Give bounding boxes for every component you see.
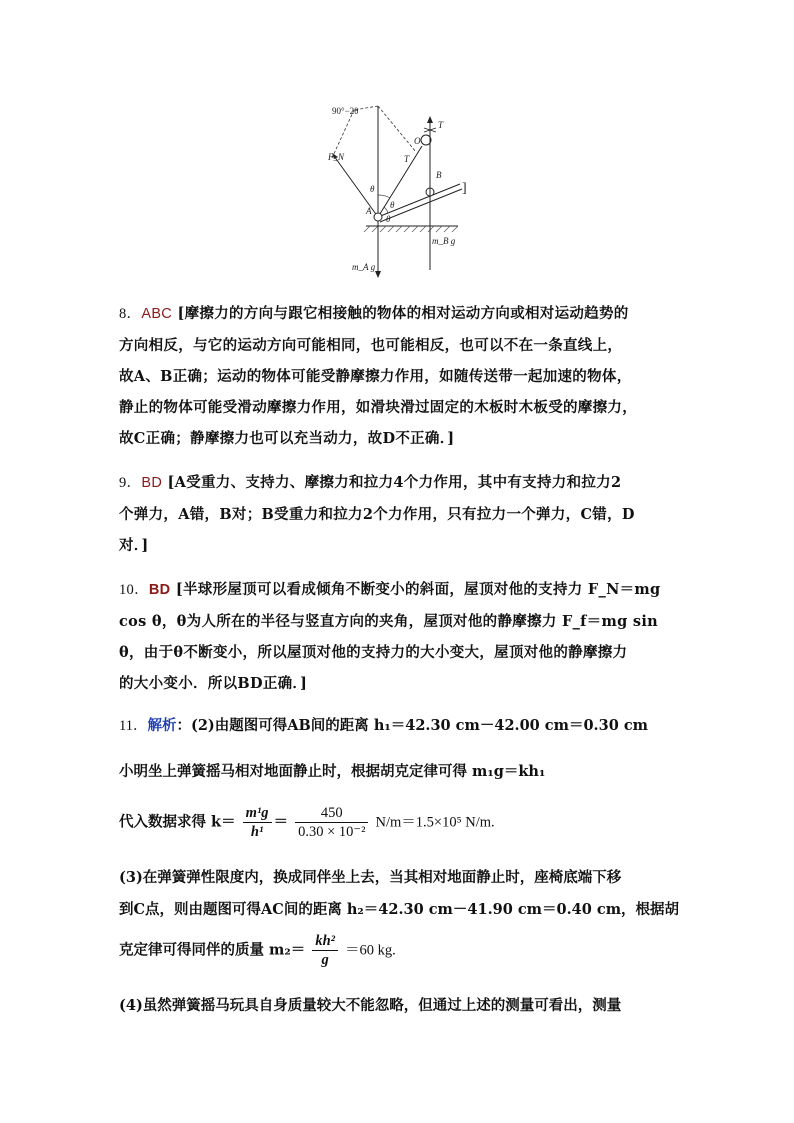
q9-line-2: 个弹力，A错，B对；B受重力和拉力2个力作用，只有拉力一个弹力，C错，D bbox=[119, 506, 635, 523]
q9-line-1 bbox=[119, 467, 679, 499]
mag-label: m_A g bbox=[352, 262, 376, 272]
mbg-label: m_B g bbox=[432, 236, 456, 246]
q10-line-2: cos θ，θ为人所在的半径与竖直方向的夹角，屋顶对他的静摩擦力 F_f＝mg sin bbox=[119, 613, 659, 630]
q11-line-4b: 到C点，则由题图可得AC间的距离 h₂＝42.30 cm－41.90 cm＝0.40 cm，根据胡 bbox=[119, 901, 680, 918]
theta-label-1: θ bbox=[370, 184, 375, 194]
q11-frac-3 bbox=[312, 932, 338, 969]
theta-label-2: θ bbox=[390, 200, 395, 210]
ball-a bbox=[374, 213, 382, 221]
q10-text-1: [半球形屋顶可以看成倾角不断变小的斜面，屋顶对他的支持力 F_N＝mg bbox=[175, 581, 661, 598]
b-label: B bbox=[436, 170, 442, 180]
q8-answer: ABC bbox=[141, 306, 173, 322]
q11-line-3 bbox=[119, 804, 495, 841]
q11-frac-2-den: 0.30 × 10⁻² bbox=[298, 824, 366, 840]
q11-colon: ： bbox=[176, 717, 191, 734]
q11-text-1: (2)由题图可得AB间的距离 h₁＝42.30 cm－42.00 cm＝0.30 cm bbox=[190, 717, 649, 734]
o-label: O bbox=[414, 136, 421, 146]
q8-line-1 bbox=[119, 298, 679, 330]
q9-answer: BD bbox=[141, 475, 163, 491]
q8-block bbox=[119, 298, 679, 454]
dashed-left bbox=[332, 110, 354, 158]
force-diagram bbox=[318, 92, 478, 282]
q11-frac-1-num: m¹g bbox=[243, 804, 272, 823]
q11-line-4a: (3)在弹簧弹性限度内，换成同伴坐上去，当其相对地面静止时，座椅底端下移 bbox=[119, 869, 622, 886]
q11-frac-3-den: g bbox=[321, 952, 329, 968]
q10-answer: BD bbox=[148, 582, 171, 598]
figure-bracket: ] bbox=[462, 181, 467, 196]
q10-line-1 bbox=[119, 574, 679, 606]
q11-line-4c bbox=[119, 932, 396, 969]
q10-line-3: θ，由于θ不断变小，所以屋顶对他的支持力的大小变大，屋顶对他的静摩擦力 bbox=[119, 644, 628, 661]
q11-l3-eq: ＝ bbox=[273, 813, 289, 831]
q8-line-3: 故A、B正确；运动的物体可能受静摩擦力作用，如随传送带一起加速的物体， bbox=[119, 368, 632, 385]
q11-frac-1-den: h¹ bbox=[250, 824, 264, 840]
q10-block bbox=[119, 574, 679, 699]
force-diagram-svg bbox=[318, 92, 478, 282]
q11-line-1 bbox=[119, 714, 648, 735]
dashed-right bbox=[378, 106, 416, 152]
q11-frac-3-num: kh² bbox=[312, 932, 338, 951]
t-label-mid: T bbox=[404, 154, 410, 164]
q11-line-2: 小明坐上弹簧摇马相对地面静止时，根据胡克定律可得 m₁g＝kh₁ bbox=[119, 763, 546, 780]
q11-l3-post: N/m＝1.5×10⁵ N/m. bbox=[375, 814, 495, 831]
theta-label-3: θ bbox=[386, 214, 391, 224]
mag-arrowhead bbox=[375, 271, 381, 278]
q8-line-2: 方向相反，与它的运动方向可能相同，也可能相反，也可以不在一条直线上， bbox=[119, 337, 623, 354]
q9-block bbox=[119, 467, 679, 561]
q11-l4c-post: ＝60 kg. bbox=[345, 942, 396, 959]
q8-line-4: 静止的物体可能受滑动摩擦力作用，如滑块滑过固定的木板时木板受的摩擦力， bbox=[119, 399, 637, 416]
q11-number: 11． bbox=[119, 718, 148, 734]
q11-line-5: (4)虽然弹簧摇马玩具自身质量较大不能忽略，但通过上述的测量可看出，测量 bbox=[119, 997, 622, 1014]
q11-frac-1 bbox=[243, 804, 272, 841]
q8-text-1: [摩擦力的方向与跟它相接触的物体的相对运动方向或相对运动趋势的 bbox=[177, 305, 629, 322]
rope-ao bbox=[378, 146, 422, 217]
angle-label: 90°−2θ bbox=[332, 106, 359, 116]
q11-frac-2-num: 450 bbox=[295, 804, 368, 823]
fn-label: F_N bbox=[328, 152, 345, 162]
q8-line-5: 故C正确；静摩擦力也可以充当动力，故D不正确．] bbox=[119, 430, 455, 447]
q9-line-3: 对．] bbox=[119, 537, 149, 554]
q11-jiexi: 解析 bbox=[147, 717, 177, 734]
q10-line-4: 的大小变小．所以BD正确．] bbox=[119, 675, 308, 692]
q9-text-1: [A受重力、支持力、摩擦力和拉力4个力作用，其中有支持力和拉力2 bbox=[167, 474, 622, 491]
q9-number: 9． bbox=[119, 475, 142, 491]
q11-frac-2 bbox=[295, 804, 368, 841]
q10-number: 10． bbox=[119, 582, 149, 598]
a-label: A bbox=[366, 206, 372, 216]
q11-l3-pre: 代入数据求得 k＝ bbox=[119, 813, 236, 831]
t-label-top: T bbox=[438, 120, 444, 130]
t-arrowhead bbox=[427, 116, 433, 123]
q8-number: 8． bbox=[119, 306, 142, 322]
q11-l4c-pre: 克定律可得同伴的质量 m₂＝ bbox=[119, 941, 306, 959]
